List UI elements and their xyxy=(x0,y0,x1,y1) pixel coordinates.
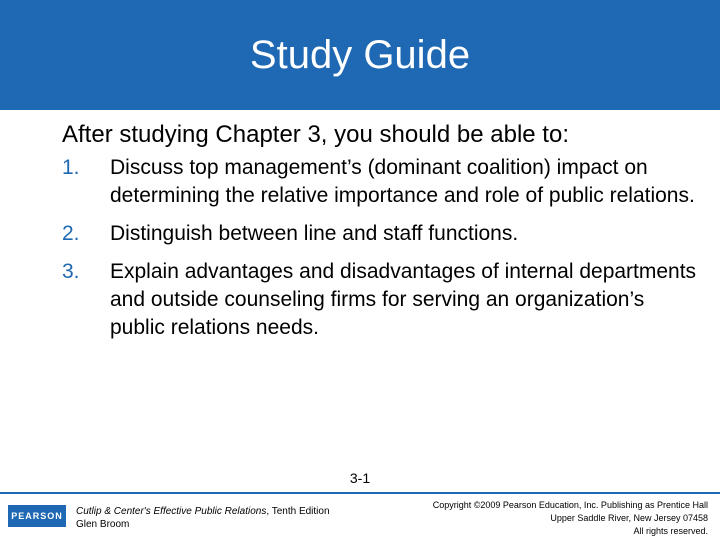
book-citation xyxy=(76,505,330,531)
copyright-line: Upper Saddle River, New Jersey 07458 xyxy=(550,513,708,523)
slide-content xyxy=(62,120,702,352)
title-bar xyxy=(0,0,720,110)
item-number: 2. xyxy=(62,222,80,245)
list-item xyxy=(62,258,702,342)
item-number: 3. xyxy=(62,260,80,283)
copyright-line: All rights reserved. xyxy=(633,526,708,536)
objectives-list xyxy=(62,154,702,342)
item-text: Explain advantages and disadvantages of internal departments and outside counseling firms for serving an organization’s public relations needs. xyxy=(110,260,697,339)
copyright-line: Copyright ©2009 Pearson Education, Inc. Publishing as Prentice Hall xyxy=(432,500,708,510)
slide-number: 3-1 xyxy=(349,470,371,486)
book-author: Glen Broom xyxy=(76,519,130,530)
footer-divider xyxy=(0,492,720,494)
item-text: Distinguish between line and staff functions. xyxy=(110,222,519,245)
pearson-logo: PEARSON xyxy=(8,505,66,527)
book-title: Cutlip & Center's Effective Public Relations xyxy=(76,506,267,517)
item-number: 1. xyxy=(62,156,80,179)
copyright-notice xyxy=(433,499,708,538)
list-item xyxy=(62,220,702,248)
list-item xyxy=(62,154,702,210)
book-edition: , Tenth Edition xyxy=(266,506,330,517)
intro-text: After studying Chapter 3, you should be able to: xyxy=(62,121,569,148)
item-text: Discuss top management’s (dominant coalition) impact on determining the relative importance and role of public relations. xyxy=(110,156,695,207)
slide-title: Study Guide xyxy=(249,33,471,77)
